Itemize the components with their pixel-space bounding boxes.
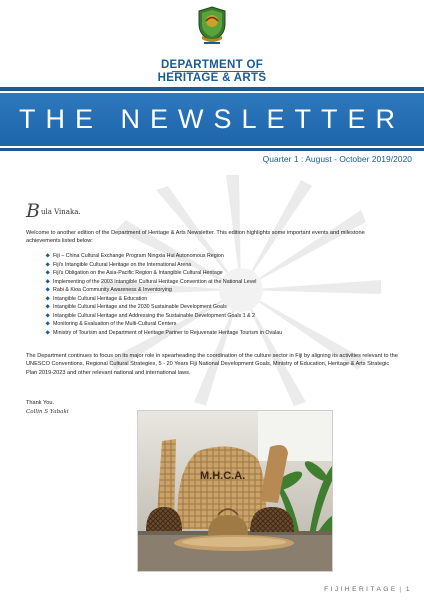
bullet-diamond-icon <box>45 254 50 259</box>
bullet-diamond-icon <box>45 296 50 301</box>
basket-lettering: M.H.C.A. <box>200 470 246 482</box>
list-item: Intangible Cultural Heritage & Education <box>46 295 282 304</box>
focus-paragraph: The Department continues to focus on its major role in spearheading the coordination of the culture sector in Fiji by aligning its activities relevant to the UNESCO Conventions, Regional Cultural Strategies, 5 - 20 Years Fiji National Development Goals, Ministry of Education, Heritage & Arts Strategic Plan 2019-2023 and other relevant national and international laws. <box>26 353 398 376</box>
list-item: Fiji's Obligation on the Asia-Pacific Region & Intangible Cultural Heritage <box>46 269 282 278</box>
signature-name: Collin S Yabaki <box>26 409 69 415</box>
bullet-diamond-icon <box>45 271 50 276</box>
banner-top-rule <box>0 87 424 91</box>
footer-separator: | <box>399 586 404 593</box>
page-number: 1 <box>405 586 412 593</box>
bullet-diamond-icon <box>45 322 50 327</box>
department-name-line1: DEPARTMENT OF <box>160 59 264 71</box>
list-item: Monitoring & Evaluation of the Multi-Cultural Centers <box>46 320 282 329</box>
greeting-text: ula Vinaka. <box>40 208 81 216</box>
banner-bottom-rule <box>0 148 424 151</box>
list-item: Intangible Cultural Heritage and Addressing the Sustainable Development Goals 1 & 2 <box>46 312 282 321</box>
list-item: Implementing of the 2003 Intangible Cultural Heritage Convention at the National Level <box>46 278 282 287</box>
department-name-line2: HERITAGE & ARTS <box>157 72 267 84</box>
bullet-diamond-icon <box>45 313 50 318</box>
list-item: Fiji's Intangible Cultural Heritage on the International Arena <box>46 261 282 270</box>
greeting-drop-cap: B <box>26 200 40 222</box>
bullet-diamond-icon <box>45 288 50 293</box>
page-footer <box>324 586 412 593</box>
list-item: Rabi & Kioa Community Awareness & Inventorying <box>46 286 282 295</box>
list-item: Ministry of Tourism and Department of Heritage Partner to Rejuvenate Heritage Tourism in Ovalau <box>46 329 282 338</box>
greeting <box>26 200 81 222</box>
bullet-diamond-icon <box>45 330 50 335</box>
handicraft-photo-illustration <box>138 411 332 571</box>
bullet-diamond-icon <box>45 305 50 310</box>
list-item: Intangible Cultural Heritage and the 2030 Sustainable Development Goals <box>46 303 282 312</box>
issue-period: Quarter 1 : August - October 2019/2020 <box>262 154 412 164</box>
bullet-diamond-icon <box>45 279 50 284</box>
list-item: Fiji – China Cultural Exchange Program Ningxia Hui Autonomous Region <box>46 252 282 261</box>
handicraft-photo <box>137 410 333 572</box>
department-crest-logo <box>196 6 228 46</box>
bullet-diamond-icon <box>45 262 50 267</box>
newsletter-title: THE NEWSLETTER <box>18 104 406 134</box>
thanks-line: Thank You. <box>26 400 54 406</box>
footer-brand: FIJIHERITAGE <box>324 586 398 593</box>
intro-paragraph: Welcome to another edition of the Department of Heritage & Arts Newsletter. This edition highlights some important events and milestone achievements listed below: <box>26 230 365 245</box>
highlights-list <box>46 252 282 337</box>
